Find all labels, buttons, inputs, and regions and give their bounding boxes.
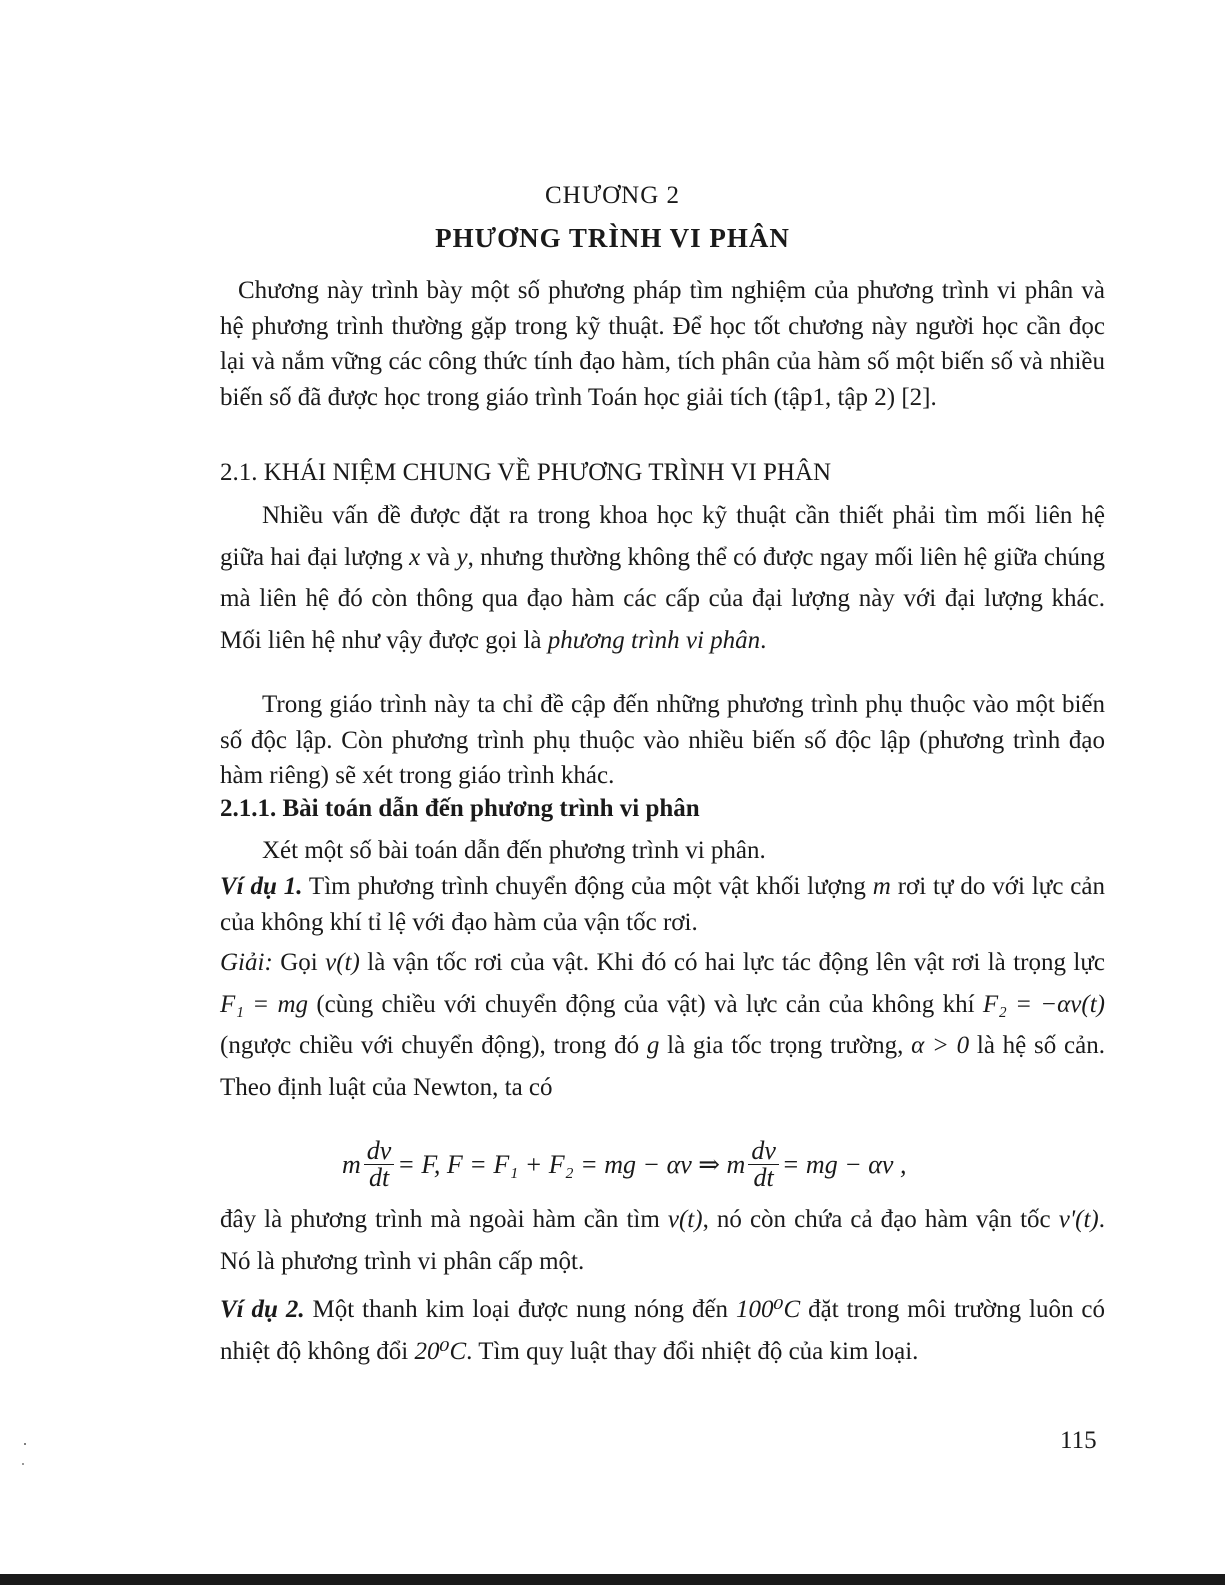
text: , nhưng thường không thể có được ngay mối liên hệ giữa chúng mà liên hệ đó còn thông qua đạo hàm các cấp của đại lượng này với đại lượng khác. Mối liên hệ như vậy được gọi là [220,543,1105,654]
fraction-dv-dt [364,1138,395,1191]
text: đây là phương trình mà ngoài hàm cần tìm [220,1206,668,1233]
text: đặt trong môi trường luôn có nhiệt độ không đổi [220,1296,1106,1365]
fraction-numerator: dv [364,1138,395,1165]
math-v-t: v(t) [667,1206,703,1233]
math-v-t: v(t) [325,949,360,976]
text: (cùng chiều với chuyển động của vật) và lực cản của không khí [308,990,983,1018]
temperature-100c: 100⁰C [735,1296,801,1323]
text: (ngược chiều với chuyển động), trong đó [220,1032,647,1059]
text: là hệ số cản. Theo định luật của Newton, ta có [220,1032,1105,1101]
term-phuong-trinh-vi-phan: phương trình vi phân [547,626,761,654]
paragraph-scope: Trong giáo trình này ta chỉ đề cập đến những phương trình phụ thuộc vào một biến số độc lập. Còn phương trình phụ thuộc vào nhiều biến số độc lập (phương trình đạo hàm riêng) sẽ xét trong giáo trình khác. [220,691,1105,789]
fraction-denominator: dt [368,1163,390,1192]
text: . [760,626,767,654]
text: Tìm phương trình chuyển động của một vật khối lượng [302,873,873,900]
var-m: m [872,873,891,900]
subsection-heading: 2.1.1. Bài toán dẫn đến phương trình vi phân [220,795,700,822]
paragraph-conclusion [220,1199,1105,1282]
text: Gọi [272,949,326,976]
text: là gia tốc trọng trường, [659,1032,912,1059]
var-x: x [409,543,421,571]
text: rơi tự do với lực cản của không khí tỉ lệ với đạo hàm của vận tốc rơi. [220,873,1105,936]
temperature-20c: 20⁰C [414,1337,467,1365]
math-f1: F₁ = mg [220,990,309,1018]
example-2-label: Ví dụ 2. [220,1296,305,1323]
newton-equation [0,1125,1225,1195]
section-heading: 2.1. KHÁI NIỆM CHUNG VỀ PHƯƠNG TRÌNH VI PHÂN [220,459,832,486]
var-g: g [646,1032,660,1059]
math-v-prime-t: v'(t) [1058,1206,1099,1233]
example-1-label: Ví dụ 1. [220,873,303,900]
var-y: y [456,543,468,571]
math-f2: F₂ = −αv(t) [982,990,1105,1018]
text: , nó còn chứa cả đạo hàm vận tốc [702,1206,1059,1233]
text: . Nó là phương trình vi phân cấp một. [220,1206,1105,1275]
math-alpha: α > 0 [911,1032,970,1059]
fraction-denominator: dt [753,1163,774,1192]
solution-label: Giải: [220,949,273,976]
eq-part-1: = F, F = F₁ + F₂ = mg − αv ⇒ m [397,1149,746,1179]
text: là vận tốc rơi của vật. Khi đó có hai lực tác động lên vật rơi là trọng lực [359,949,1105,976]
chapter-title: PHƯƠNG TRÌNH VI PHÂN [435,223,790,253]
example-1 [220,869,1105,940]
page-number: 115 [1060,1427,1097,1454]
paragraph-intro-problems: Xét một số bài toán dẫn đến phương trình vi phân. [262,837,766,864]
text: Nhiều vấn đề được đặt ra trong khoa học kỹ thuật cần thiết phải tìm mối liên hệ giữa hai đại lượng [220,502,1105,571]
solution [220,942,1105,1108]
chapter-label: CHƯƠNG 2 [544,182,681,209]
fraction-numerator: dv [748,1138,779,1165]
text: và [420,543,457,571]
text: . Tìm quy luật thay đổi nhiệt độ của kim loại. [466,1337,919,1365]
example-2 [220,1289,1105,1372]
scan-speck [20,1440,28,1470]
intro-paragraph: Chương này trình bày một số phương pháp tìm nghiệm của phương trình vi phân và hệ phương trình thường gặp trong kỹ thuật. Để học tốt chương này người học cần đọc lại và nắm vững các công thức tính đạo hàm, tích phân của hàm số một biến số và nhiều biến số đã được học trong giáo trình Toán học giải tích (tập1, tập 2) [2]. [220,277,1105,411]
eq-m: m [342,1149,361,1179]
scan-border [0,1574,1225,1585]
paragraph-definition [220,495,1105,661]
text: Một thanh kim loại được nung nóng đến [304,1296,736,1323]
eq-part-2: = mg − αv , [781,1149,907,1179]
fraction-dv-dt [748,1138,779,1191]
